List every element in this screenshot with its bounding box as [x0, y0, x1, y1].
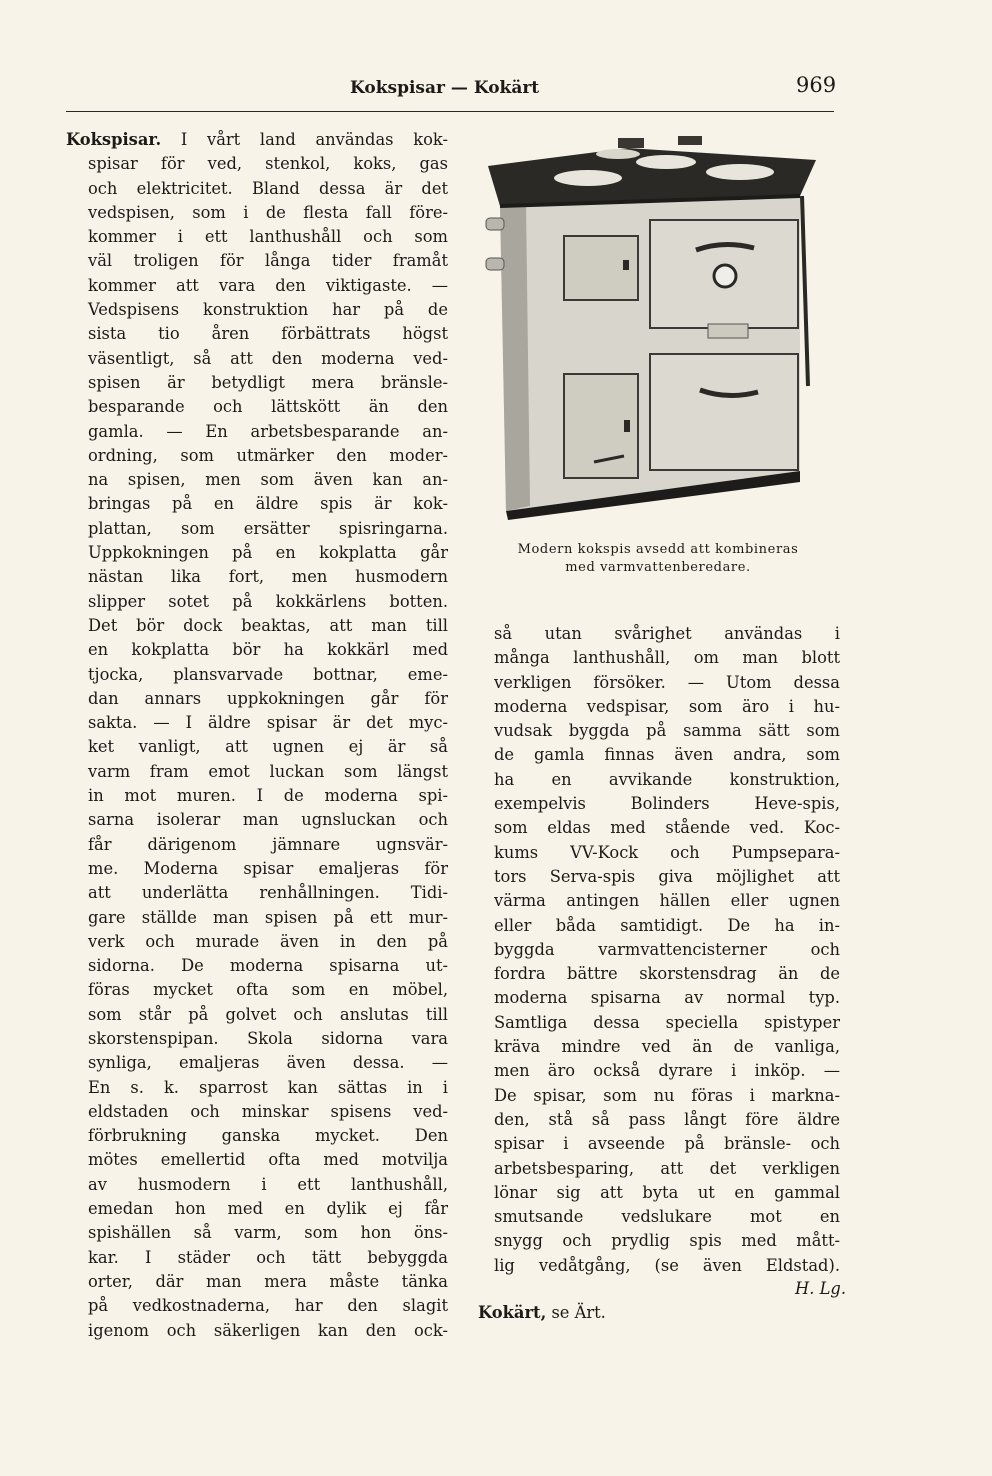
- left-text-line: får därigenom jämnare ugnsvär-: [88, 834, 448, 854]
- right-text-line: lönar sig att byta ut en gammal: [494, 1182, 840, 1202]
- right-column: [494, 622, 840, 1278]
- header-rule: [66, 111, 834, 112]
- left-text-line: sakta. — I äldre spisar är det myc-: [88, 713, 448, 733]
- left-text-line: och elektricitet. Bland dessa är det: [88, 178, 448, 198]
- running-header-title: Kokspisar — Kokärt: [350, 78, 540, 98]
- left-text-line: kommer i ett lanthushåll och som: [88, 227, 448, 247]
- right-text-line: moderna vedspisar, som äro i hu-: [494, 696, 840, 716]
- right-text-line: fordra bättre skorstensdrag än de: [494, 964, 840, 984]
- right-text-line: arbetsbesparing, att det verkligen: [494, 1158, 840, 1178]
- left-text-line: som står på golvet och anslutas till: [88, 1004, 448, 1024]
- right-text-line: ha en avvikande konstruktion,: [494, 769, 840, 789]
- right-text-line: kums VV-Kock och Pumpsepara-: [494, 842, 840, 862]
- left-text-line: mötes emellertid ofta med motvilja: [88, 1150, 448, 1170]
- right-text-line: eller båda samtidigt. De ha in-: [494, 915, 840, 935]
- left-text-line: Vedspisens konstruktion har på de: [88, 300, 448, 320]
- left-text-line: kar. I städer och tätt bebyggda: [88, 1247, 448, 1267]
- left-text-line: spisen är betydligt mera bränsle-: [88, 372, 448, 392]
- left-text-line: in mot muren. I de moderna spi-: [88, 786, 448, 806]
- right-text-line: moderna spisarna av normal typ.: [494, 988, 840, 1008]
- left-text-line: sista tio åren förbättrats högst: [88, 324, 448, 344]
- kokart-text: se Ärt.: [551, 1303, 606, 1322]
- right-text-line: exempelvis Bolinders Heve-spis,: [494, 794, 840, 814]
- right-text-line: spisar i avseende på bränsle- och: [494, 1134, 840, 1154]
- left-text-line: me. Moderna spisar emaljeras för: [88, 858, 448, 878]
- left-text-line: eldstaden och minskar spisens ved-: [88, 1101, 448, 1121]
- left-text-line: na spisen, men som även kan an-: [88, 470, 448, 490]
- stove-figure: [478, 126, 828, 546]
- left-text-line: besparande och lättskött än den: [88, 397, 448, 417]
- right-text-line: många lanthushåll, om man blott: [494, 648, 840, 668]
- left-text-line: dan annars uppkokningen går för: [88, 688, 448, 708]
- right-text-line: så utan svårighet användas i: [494, 624, 840, 643]
- signature-line: [494, 1277, 846, 1301]
- left-text-line: av husmodern i ett lanthushåll,: [88, 1174, 448, 1194]
- left-text-line: kommer att vara den viktigaste. —: [88, 275, 448, 295]
- right-text-line: de gamla finnas även andra, som: [494, 745, 840, 765]
- kokart-entry: [478, 1301, 838, 1325]
- left-text-line: plattan, som ersätter spisringarna.: [88, 518, 448, 538]
- left-text-line: väsentligt, så att den moderna ved-: [88, 348, 448, 368]
- right-text-line: som eldas med stående ved. Koc-: [494, 818, 840, 838]
- left-text-line: sarna isolerar man ugnsluckan och: [88, 810, 448, 830]
- left-text-line: Uppkokningen på en kokplatta går: [88, 543, 448, 563]
- figure-caption: [478, 541, 838, 577]
- left-text-line: igenom och säkerligen kan den ock-: [88, 1320, 448, 1340]
- left-text-line: skorstenspipan. Skola sidorna vara: [88, 1028, 448, 1048]
- left-text-line: en kokplatta bör ha kokkärl med: [88, 640, 448, 660]
- right-text-line: den, stå så pass långt före äldre: [494, 1109, 840, 1129]
- right-text-line: kräva mindre ved än de vanliga,: [494, 1037, 840, 1057]
- right-text-line: värma antingen hällen eller ugnen: [494, 891, 840, 911]
- left-text-line: tjocka, plansvarvade bottnar, eme-: [88, 664, 448, 684]
- author-signature: H. Lg.: [795, 1279, 846, 1298]
- left-text-line: En s. k. sparrost kan sättas in i: [88, 1077, 448, 1097]
- right-text-line: verkligen försöker. — Utom dessa: [494, 672, 840, 692]
- caption-line-2: med varmvattenberedare.: [565, 560, 751, 575]
- right-text-line: snygg och prydlig spis med mått-: [494, 1231, 840, 1251]
- left-text-line: gare ställde man spisen på ett mur-: [88, 907, 448, 927]
- left-text-line: [66, 128, 448, 152]
- left-text-line: gamla. — En arbetsbesparande an-: [88, 421, 448, 441]
- left-text-line: emedan hon med en dylik ej får: [88, 1199, 448, 1219]
- left-text-line: ordning, som utmärker den moder-: [88, 445, 448, 465]
- right-text-line: vudsak byggda på samma sätt som: [494, 721, 840, 741]
- left-text-line: sidorna. De moderna spisarna ut-: [88, 956, 448, 976]
- left-text-line: orter, där man mera måste tänka: [88, 1271, 448, 1291]
- entry-headword: Kokspisar.: [66, 130, 162, 149]
- left-text-line: på vedkostnaderna, har den slagit: [88, 1296, 448, 1316]
- left-text-line: förbrukning ganska mycket. Den: [88, 1126, 448, 1146]
- right-text-line: men äro också dyrare i inköp. —: [494, 1061, 840, 1081]
- left-text-line: synliga, emaljeras även dessa. —: [88, 1053, 448, 1073]
- right-text-line: byggda varmvattencisterner och: [494, 939, 840, 959]
- kokart-headword: Kokärt,: [478, 1303, 547, 1322]
- stove-illustration: [478, 126, 828, 546]
- left-text-line: bringas på en äldre spis är kok-: [88, 494, 448, 514]
- left-text-line: föras mycket ofta som en möbel,: [88, 980, 448, 1000]
- left-text-line: spisar för ved, stenkol, koks, gas: [88, 154, 448, 174]
- left-text-line: väl troligen för långa tider framåt: [88, 251, 448, 271]
- left-text-line: nästan lika fort, men husmodern: [88, 567, 448, 587]
- right-text-line: Samtliga dessa speciella spistyper: [494, 1012, 840, 1032]
- caption-line-1: Modern kokspis avsedd att kombineras: [517, 542, 799, 557]
- right-text-line: De spisar, som nu föras i markna-: [494, 1085, 840, 1105]
- left-line-text: I vårt land användas kok-: [180, 130, 448, 149]
- left-text-line: vedspisen, som i de flesta fall före-: [88, 202, 448, 222]
- left-text-line: att underlätta renhållningen. Tidi-: [88, 883, 448, 903]
- right-text-line: smutsande vedslukare mot en: [494, 1207, 840, 1227]
- left-text-line: spishällen så varm, som hon öns-: [88, 1223, 448, 1243]
- left-text-line: verk och murade även in den på: [88, 931, 448, 951]
- left-text-line: Det bör dock beaktas, att man till: [88, 615, 448, 635]
- left-text-line: varm fram emot luckan som längst: [88, 761, 448, 781]
- right-text-line: tors Serva-spis giva möjlighet att: [494, 866, 840, 886]
- page-number: 969: [796, 73, 837, 97]
- left-column: [66, 128, 448, 1343]
- right-text-line: lig vedåtgång, (se även Eldstad).: [494, 1255, 840, 1275]
- left-text-line: ket vanligt, att ugnen ej är så: [88, 737, 448, 757]
- left-text-line: slipper sotet på kokkärlens botten.: [88, 591, 448, 611]
